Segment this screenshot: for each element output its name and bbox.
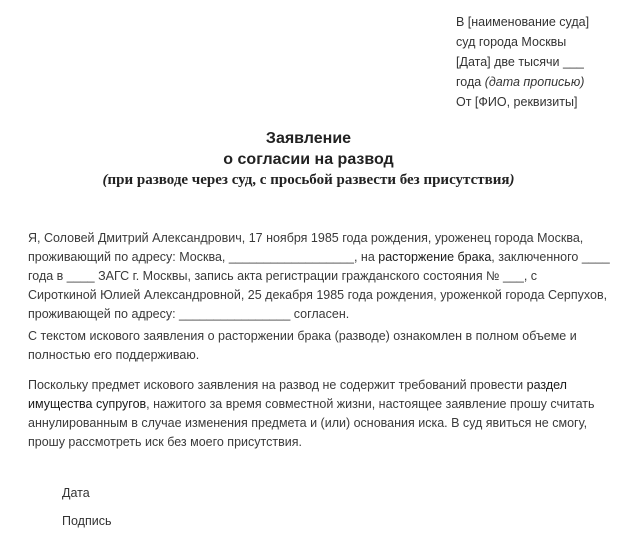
year-hint: (дата прописью): [484, 75, 585, 89]
document-note: [0, 172, 617, 189]
addressee-city-court: суд города Москвы: [456, 35, 567, 49]
addressee-from: От [ФИО, реквизиты]: [456, 95, 578, 109]
text-fragment: , заключенного ____: [491, 250, 610, 264]
paragraph-line: [28, 376, 603, 395]
paragraph-line: [28, 248, 610, 267]
text-fragment: Поскольку предмет искового заявления на развод не содержит требований провести: [28, 378, 527, 392]
highlight-property: имущества супругов: [28, 397, 147, 411]
text-fragment: , нажитого за время совместной жизни, настоящее заявление прошу считать: [146, 397, 595, 411]
addressee-date: [Дата] две тысячи ___: [456, 55, 584, 69]
addressee-court: В [наименование суда]: [456, 15, 590, 29]
paragraph-acknowledgement: [28, 327, 603, 365]
highlight-division: раздел: [526, 378, 567, 392]
paragraph-line: С текстом искового заявления о расторжении брака (разводе) ознакомлен в полном объеме и: [28, 329, 577, 343]
paragraph-line: прошу рассмотреть иск без моего присутствия.: [28, 435, 302, 449]
date-label: Дата: [62, 486, 90, 500]
paragraph-line: Сироткиной Юлией Александровной, 25 декабря 1985 года рождения, уроженкой города Серпухов,: [28, 288, 608, 302]
addressee-year-line: [456, 72, 616, 92]
year-prefix: года: [456, 75, 485, 89]
document-subtitle: о согласии на развод: [223, 151, 394, 168]
paragraph-line: Я, Соловей Дмитрий Александрович, 17 ноября 1985 года рождения, уроженец города Москва,: [28, 231, 584, 245]
signature-label: Подпись: [62, 514, 112, 528]
note-text: при разводе через суд, с просьбой развести без присутствия: [107, 172, 510, 188]
paragraph-line: проживающей по адресу: ________________ согласен.: [28, 307, 350, 321]
note-close-paren: ): [509, 172, 515, 188]
addressee-block: [456, 12, 616, 112]
paragraph-line: [28, 395, 603, 414]
paragraph-identity: [28, 229, 610, 324]
paragraph-request: [28, 376, 603, 452]
document-title: Заявление: [265, 130, 352, 147]
paragraph-line: полностью его поддерживаю.: [28, 348, 200, 362]
paragraph-line: года в ____ ЗАГС г. Москвы, запись акта регистрации гражданского состояния № ___, с: [28, 269, 538, 283]
note-open-paren: (: [102, 172, 108, 188]
text-fragment: проживающий по адресу: Москва, __________________, на: [28, 250, 379, 264]
paragraph-line: аннулированным в случае изменения предмета и (или) основания иска. В суд явиться не смогу,: [28, 416, 588, 430]
highlight-divorce: расторжение брака: [378, 250, 492, 264]
